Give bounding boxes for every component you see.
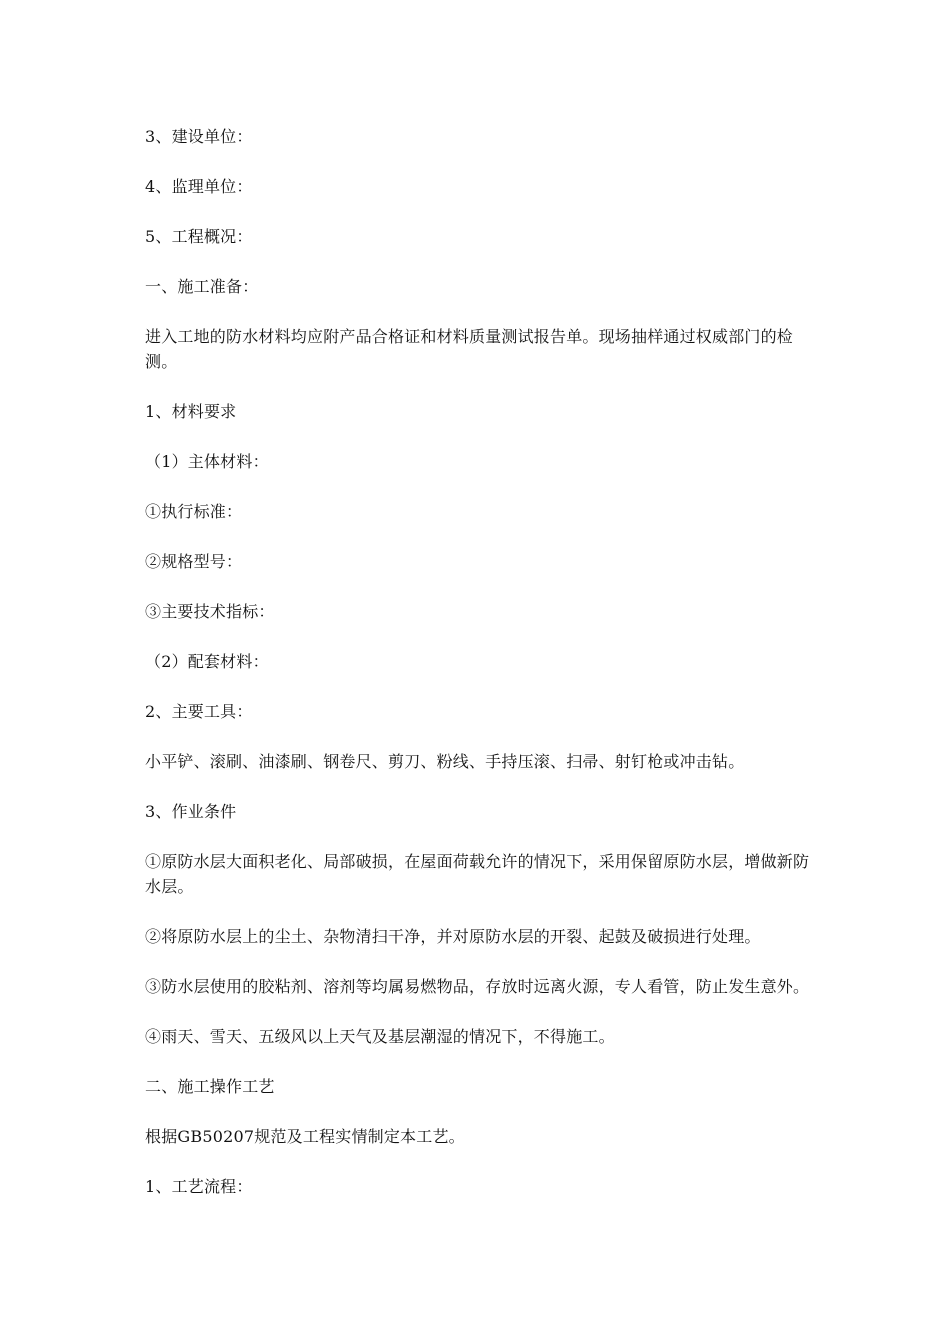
item-specification: ②规格型号： — [145, 552, 243, 571]
condition-item-3: ③防水层使用的胶粘剂、溶剂等均属易燃物品，存放时远离火源，专人看管，防止发生意外。 — [145, 977, 810, 996]
item-supervision-unit: 4、监理单位： — [145, 177, 253, 196]
section-heading-process: 二、施工操作工艺 — [145, 1077, 275, 1096]
item-technical-indicators: ③主要技术指标： — [145, 602, 275, 621]
condition-item-2: ②将原防水层上的尘土、杂物清扫干净，并对原防水层的开裂、起鼓及破损进行处理。 — [145, 927, 761, 946]
item-project-overview: 5、工程概况： — [145, 227, 253, 246]
item-main-materials: （1）主体材料： — [145, 452, 269, 471]
document-body — [145, 124, 810, 1224]
item-supporting-materials: （2）配套材料： — [145, 652, 269, 671]
section-heading-preparation: 一、施工准备： — [145, 277, 259, 296]
subheading-process-flow: 1、工艺流程： — [145, 1177, 253, 1196]
item-construction-unit: 3、建设单位： — [145, 127, 253, 146]
subheading-main-tools: 2、主要工具： — [145, 702, 253, 721]
tools-list: 小平铲、滚刷、油漆刷、钢卷尺、剪刀、粉线、手持压滚、扫帚、射钉枪或冲击钻。 — [145, 752, 745, 771]
subheading-material-requirements: 1、材料要求 — [145, 402, 237, 421]
subheading-work-conditions: 3、作业条件 — [145, 802, 237, 821]
preparation-text: 进入工地的防水材料均应附产品合格证和材料质量测试报告单。现场抽样通过权威部门的检测。 — [145, 327, 794, 371]
condition-item-1: ①原防水层大面积老化、局部破损，在屋面荷载允许的情况下，采用保留原防水层，增做新防水层。 — [145, 852, 810, 896]
condition-item-4: ④雨天、雪天、五级风以上天气及基层潮湿的情况下，不得施工。 — [145, 1027, 615, 1046]
process-basis-text: 根据GB50207规范及工程实情制定本工艺。 — [145, 1127, 465, 1146]
item-standard: ①执行标准： — [145, 502, 243, 521]
